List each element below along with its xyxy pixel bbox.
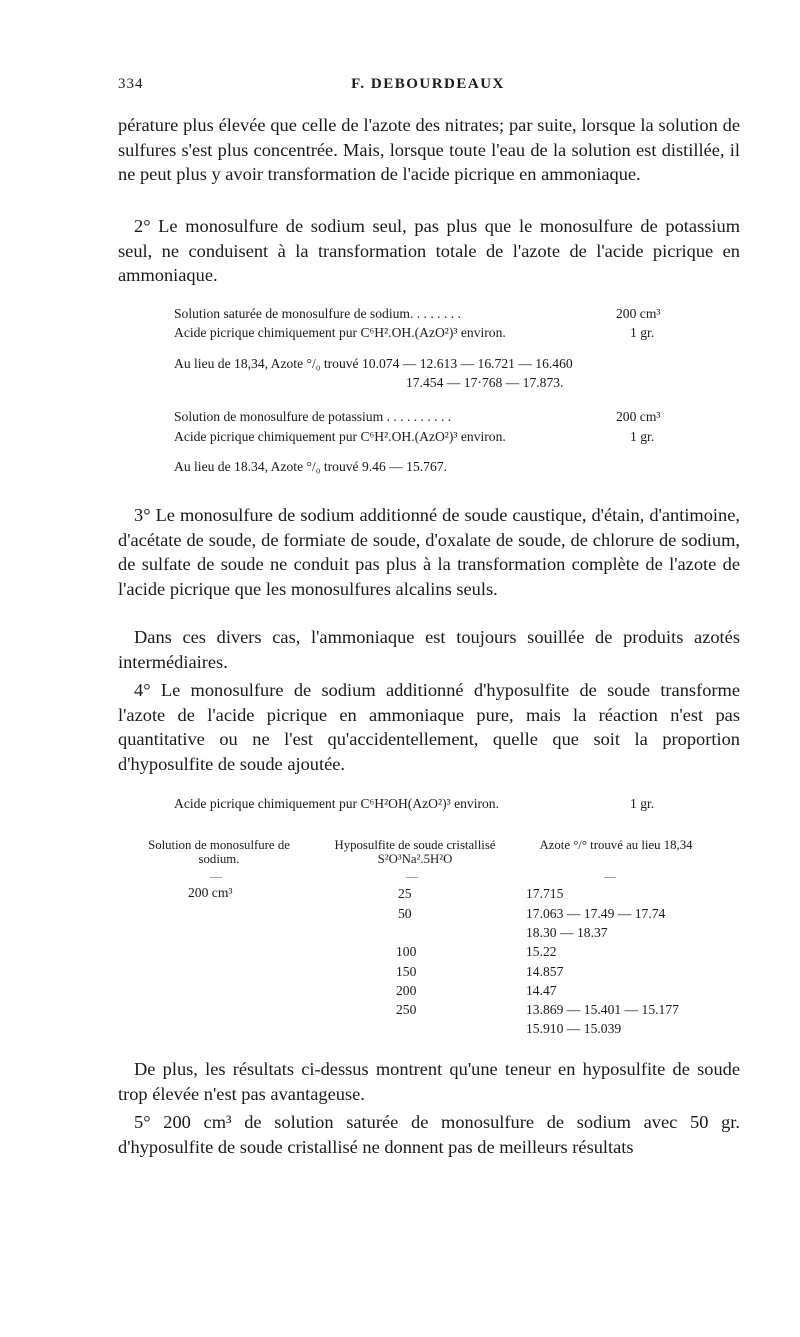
exp2-result-line1: Au lieu de 18.34, Azote °/₀ trouvé 9.46 — 15.767. (174, 459, 447, 474)
results-table (118, 838, 740, 1048)
page-number: 334 (118, 76, 144, 92)
exp2-line2-value: 1 gr. (630, 429, 655, 444)
cell-hyposulfite: 150 (396, 964, 417, 979)
paragraph-point-4: 4° Le monosulfure de sodium additionné d'hyposulfite de soude transforme l'azote de l'acide picrique en ammoniaque pure, mais la réaction n'est pas quantitative ou ne l'est qu'accidentellement, quelle que soit la proportion d'hyposulfite de soude ajoutée. (118, 680, 740, 774)
cell-azote: 15.22 (526, 944, 557, 959)
cell-hyposulfite: 200 (396, 983, 417, 998)
paragraph-point-3: 3° Le monosulfure de sodium additionné de soude caustique, d'étain, d'antimoine, d'acétate de soude, de formiate de soude, d'oxalate de soude, de chlorure de sodium, de sulfate de soude ne conduit pas plus à la transformation complète de l'azote de l'acide picrique que les monosulfures alcalins seuls. (118, 505, 740, 599)
cell-azote: 14.47 (526, 983, 557, 998)
col-header-azote: Azote °/° trouvé au lieu 18,34 (539, 838, 693, 852)
paragraph-point-5: 5° 200 cm³ de solution saturée de monosulfure de sodium avec 50 gr. d'hyposulfite de soude cristallisé ne donnent pas de meilleurs résultats (118, 1112, 740, 1157)
exp1-line1-label: Solution saturée de monosulfure de sodium. . . . . . . . (174, 306, 461, 321)
cell-hyposulfite: 100 (396, 944, 417, 959)
exp1-line2-label: Acide picrique chimiquement pur C⁶H².OH.(AzO²)³ environ. (174, 325, 506, 340)
cell-hyposulfite: 50 (398, 906, 412, 921)
exp3-line1-value: 1 gr. (630, 796, 655, 811)
cell-azote: 13.869 — 15.401 — 15.177 (526, 1002, 679, 1017)
exp2-line1-value: 200 cm³ (616, 409, 661, 424)
exp1-line2-value: 1 gr. (630, 325, 655, 340)
paragraph-cases: Dans ces divers cas, l'ammoniaque est toujours souillée de produits azotés intermédiaires. (118, 627, 740, 672)
exp1-line1-value: 200 cm³ (616, 306, 661, 321)
paragraph-continuation: pérature plus élevée que celle de l'azote des nitrates; par suite, lorsque la solution de sulfures s'est plus concentrée. Mais, lorsque toute l'eau de la solution est distillée, il ne peut plus y avoir transformation de l'acide picrique en ammoniaque. (118, 115, 740, 184)
cell-azote: 15.910 — 15.039 (526, 1021, 622, 1036)
cell-azote: 18.30 — 18.37 (526, 925, 608, 940)
dash-hyposulfite: — (406, 869, 418, 883)
exp2-line2-label: Acide picrique chimiquement pur C⁶H².OH.(AzO²)³ environ. (174, 429, 506, 444)
running-head: F. DEBOURDEAUX (351, 76, 505, 92)
dash-azote: — (604, 869, 616, 883)
cell-hyposulfite: 25 (398, 886, 412, 901)
cell-solution: 200 cm³ (188, 885, 233, 900)
exp1-result-line2: 17.454 — 17·768 — 17.873. (406, 375, 564, 390)
exp1-result-line1: Au lieu de 18,34, Azote °/₀ trouvé 10.074 — 12.613 — 16.721 — 16.460 (174, 356, 573, 371)
cell-hyposulfite: 250 (396, 1002, 417, 1017)
page-header (118, 76, 738, 100)
exp3-line1-label: Acide picrique chimiquement pur C⁶H²OH(AzO²)³ environ. (174, 796, 500, 811)
dash-solution: — (210, 869, 222, 883)
cell-azote: 17.063 — 17.49 — 17.74 (526, 906, 666, 921)
col-header-solution: Solution de monosulfure de sodium. (148, 838, 290, 866)
paragraph-conclusion: De plus, les résultats ci-dessus montrent qu'une teneur en hyposulfite de soude trop élevée n'est pas avantageuse. (118, 1059, 740, 1104)
exp2-line1-label: Solution de monosulfure de potassium . . . . . . . . . . (174, 409, 452, 424)
cell-azote: 14.857 (526, 964, 564, 979)
cell-azote: 17.715 (526, 886, 564, 901)
col-header-hyposulfite: Hyposulfite de soude cristallisé S²O³Na².5H²O (334, 838, 496, 866)
paragraph-point-2: 2° Le monosulfure de sodium seul, pas plus que le monosulfure de potassium seul, ne conduisent à la transformation totale de l'azote de l'acide picrique en ammoniaque. (118, 216, 740, 285)
